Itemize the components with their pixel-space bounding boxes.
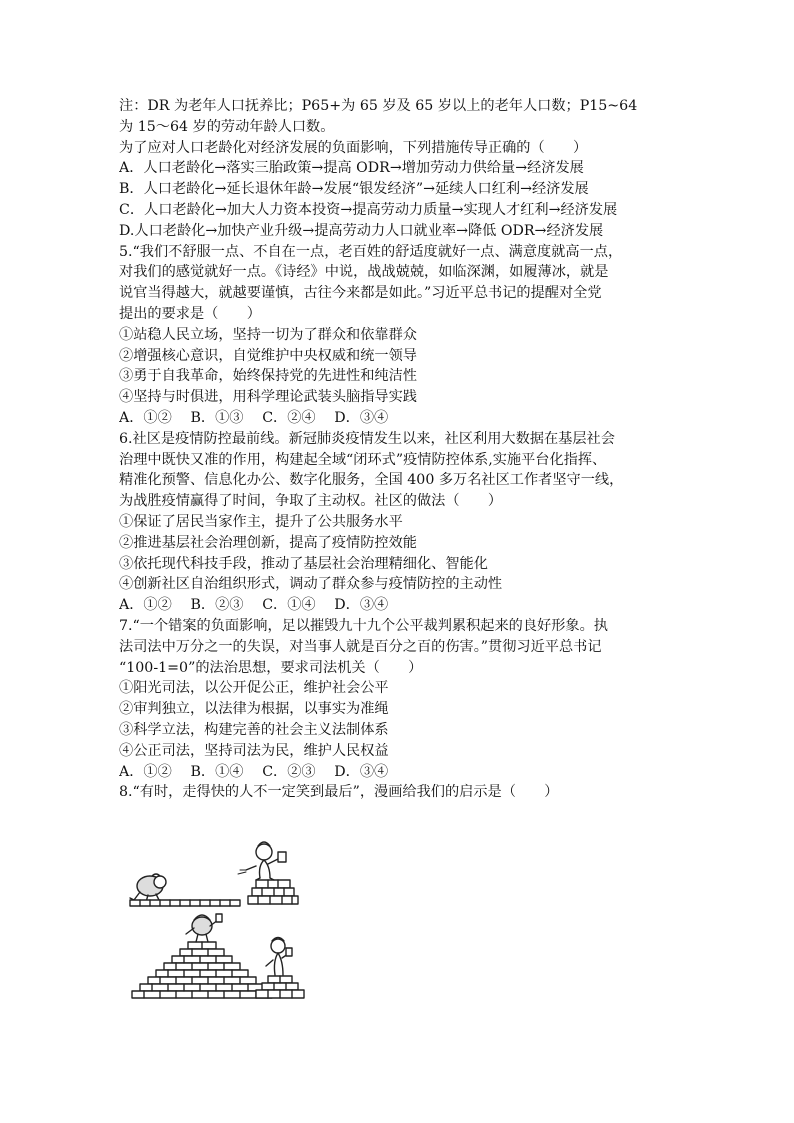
question-5-stem-line: 说官当得越大，就越要谨慎，古往今来都是如此。”习近平总书记的提醒对全党 [119, 285, 602, 302]
question-6-stem-line: 精准化预警、信息化办公、数字化服务，全国 400 多万名社区工作者坚守一线， [119, 472, 624, 489]
question-6-item: ③依托现代科技手段，推动了基层社会治理精细化、智能化 [119, 555, 488, 572]
question-7-item: ③科学立法，构建完善的社会主义法制体系 [119, 721, 389, 738]
question-6-stem-line: 6.社区是疫情防控最前线。新冠肺炎疫情发生以来，社区利用大数据在基层社会 [119, 430, 615, 447]
cartoon-top-panel [130, 842, 298, 906]
question-7-item: ②审判独立，以法律为根据，以事实为准绳 [119, 701, 389, 718]
question-5-item: ③勇于自我革命，始终保持党的先进性和纯洁性 [119, 368, 417, 385]
note-line: 为 15～64 岁的劳动年龄人口数。 [119, 118, 335, 135]
question-5-stem-line: 对我们的感觉就好一点。《诗经》中说，战战兢兢，如临深渊，如履薄冰，就是 [119, 264, 609, 281]
question-5-stem-line: 5.“我们不舒服一点、不自在一点，老百姓的舒适度就好一点、满意度就高一点， [119, 243, 623, 260]
cartoon-bottom-panel [132, 914, 304, 998]
document-content [119, 96, 679, 803]
question-5 [119, 242, 679, 429]
brick-pyramid-small [256, 976, 304, 998]
standing-figure-pyramid [186, 914, 222, 942]
brick-pyramid-large [132, 942, 272, 998]
question-6-item: ②推进基层社会治理创新，提高了疫情防控效能 [119, 534, 417, 551]
question-6-item: ①保证了居民当家作主，提升了公共服务水平 [119, 513, 403, 530]
question-5-item: ②增强核心意识，自觉维护中央权威和统一领导 [119, 347, 417, 364]
question-8 [119, 782, 679, 803]
question-5-item: ④坚持与时俱进，用科学理论武装头脑指导实践 [119, 389, 417, 406]
question-4-stem: 为了应对人口老龄化对经济发展的负面影响，下列措施传导正确的（ ） [119, 139, 588, 156]
question-4-option-c: C．人口老龄化→加大人力资本投资→提高劳动力质量→实现人才红利→经济发展 [119, 201, 618, 218]
cartoon-illustration [122, 838, 442, 1008]
note-line: 注：DR 为老年人口抚养比；P65+为 65 岁及 65 岁以上的老年人口数；P15~64 [119, 98, 638, 114]
question-6-stem-line: 为战胜疫情赢得了时间，争取了主动权。社区的做法（ ） [119, 493, 503, 510]
question-6 [119, 429, 679, 616]
question-6-answers: A．①② B．②③ C．①④ D．③④ [119, 597, 389, 614]
question-7-item: ①阳光司法，以公开促公正，维护社会公平 [119, 680, 389, 697]
question-7-stem-line: “100-1=0”的法治思想，要求司法机关（ ） [119, 659, 423, 676]
question-7-item: ④公正司法，坚持司法为民，维护人民权益 [119, 742, 389, 759]
question-4 [119, 138, 679, 242]
brick-row [130, 900, 240, 906]
standing-figure-top [238, 842, 286, 880]
question-8-stem: 8.“有时，走得快的人不一定笑到最后”，漫画给我们的启示是（ ） [119, 784, 559, 801]
question-5-stem-line: 提出的要求是（ ） [119, 305, 261, 322]
question-7 [119, 616, 679, 782]
question-5-answers: A．①② B．①③ C．②④ D．③④ [119, 409, 389, 426]
question-7-stem-line: 法司法中万分之一的失误，对当事人就是百分之百的伤害。”贯彻习近平总书记 [119, 638, 602, 655]
table-note [119, 96, 679, 138]
question-6-stem-line: 治理中既快又准的作用，构建起全域“闭环式”疫情防控体系,实施平台化指挥、 [119, 451, 607, 468]
question-4-option-a: A．人口老龄化→落实三胎政策→提高 ODR→增加劳动力供给量→经济发展 [119, 160, 584, 177]
standing-figure-small-pyramid [266, 938, 292, 976]
brick-tower-small [248, 880, 298, 904]
question-4-option-b: B．人口老龄化→延长退休年龄→发展“银发经济”→延续人口红利→经济发展 [119, 181, 589, 198]
question-7-answers: A．①② B．①④ C．②③ D．③④ [119, 763, 389, 780]
crawling-figure [130, 874, 166, 902]
question-5-item: ①站稳人民立场，坚持一切为了群众和依靠群众 [119, 326, 417, 343]
question-7-stem-line: 7.“一个错案的负面影响，足以摧毁九十九个公平裁判累积起来的良好形象。执 [119, 617, 608, 634]
question-4-option-d: D.人口老龄化→加快产业升级→提高劳动力人口就业率→降低 ODR→经济发展 [119, 222, 604, 239]
question-6-item: ④创新社区自治组织形式，调动了群众参与疫情防控的主动性 [119, 576, 503, 593]
